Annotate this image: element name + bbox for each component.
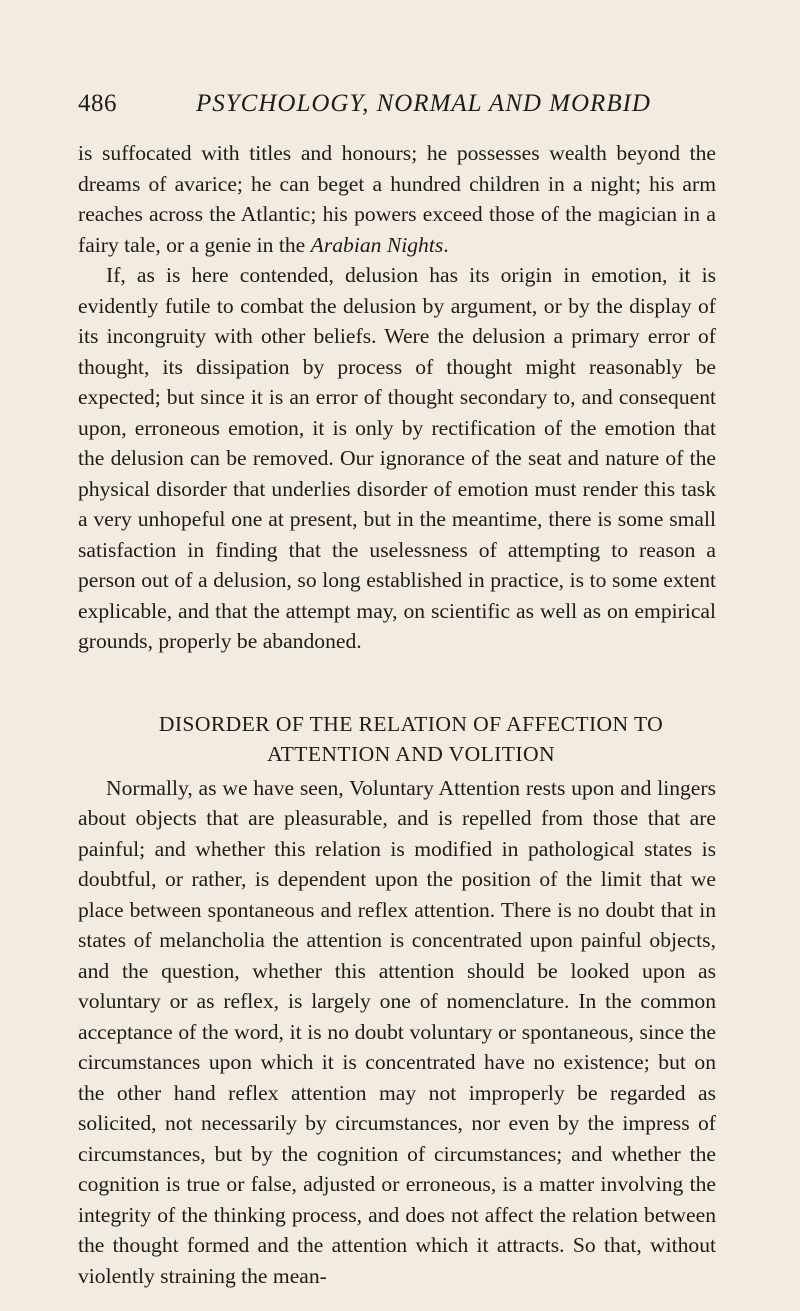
paragraph-2: If, as is here contended, delusion has its origin in emotion, it is evidently futile to combat the delusion by argument, or by the display of its incongruity with other beliefs. Were the delusion a primary error of thought, its dissipation by process of thought might reasonably be expected; but since it is an error of thought secondary to, and consequent upon, erroneous emotion, it is only by rectification of the emotion that the delusion can be removed. Our ignorance of the seat and nature of the physical disorder that underlies disorder of emotion must render this task a very unhopeful one at present, but in the meantime, there is some small satisfaction in finding that the uselessness of attempting to reason a person out of a delusion, so long established in practice, is to some extent explicable, and that the attempt may, on scientific as well as on empirical grounds, properly be abandoned. [78,263,716,653]
paragraph-1 [78,138,716,260]
paragraph-1-tail: . [443,232,449,257]
paragraph-1-text: is suffocated with titles and honours; he possesses wealth beyond the dreams of avarice; he can beget a hundred children in a night; his arm reaches across the Atlantic; his powers exceed those of the magician in a fairy tale, or a genie in the [78,141,716,257]
page-body [78,138,716,1291]
running-title: PSYCHOLOGY, NORMAL AND MORBID [196,90,651,117]
page-number: 486 [78,90,117,117]
section-title-line-2: ATTENTION AND VOLITION [267,742,555,766]
section-paragraph: Normally, as we have seen, Voluntary Attention rests upon and lingers about objects that are pleasurable, and is repelled from those that are painful; and whether this relation is modified in pathological states is doubtful, or rather, is dependent upon the position of the limit that we place between spontaneous and reflex attention. There is no doubt that in states of melancholia the attention is concentrated upon painful objects, and the question, whether this attention should be looked upon as voluntary or as reflex, is largely one of nomenclature. In the common acceptance of the word, it is no doubt voluntary or spontaneous, since the circumstances upon which it is concentrated have no existence; but on the other hand reflex attention may not improperly be regarded as solicited, not necessarily by circumstances, nor even by the impress of circumstances, but by the cognition of circumstances; and whether the cognition is true or false, adjusted or erroneous, is a matter involving the integrity of the thinking process, and does not affect the relation between the thought formed and the attention which it attracts. So that, without violently straining the mean- [78,775,716,1288]
section-title-line-1: DISORDER OF THE RELATION OF AFFECTION TO [158,711,664,736]
book-title-italic: Arabian Nights [310,232,444,257]
